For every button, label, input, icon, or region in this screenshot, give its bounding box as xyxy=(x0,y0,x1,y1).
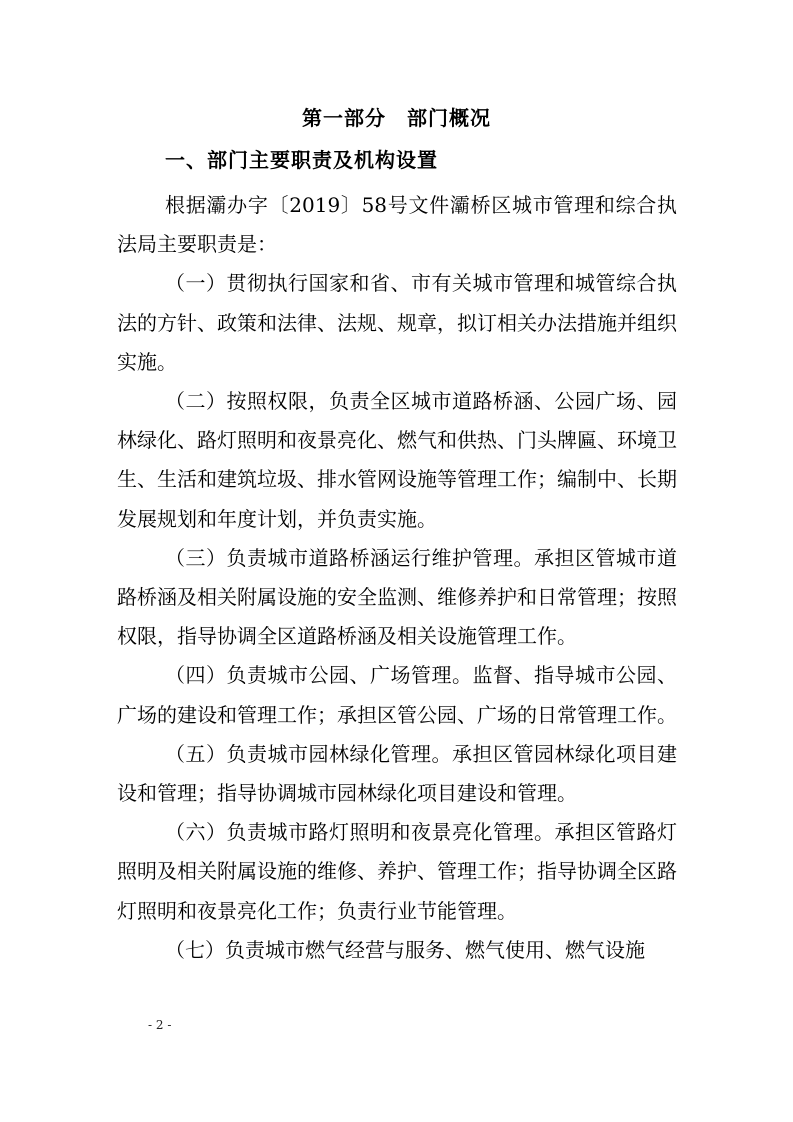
paragraph-duty-1: （一）贯彻执行国家和省、市有关城市管理和城管综合执法的方针、政策和法律、法规、规章，拟订相关办法措施并组织实施。 xyxy=(117,271,677,374)
paragraph-duty-6: （六）负责城市路灯照明和夜景亮化管理。承担区管路灯照明及相关附属设施的维修、养护、管理工作；指导协调全区路灯照明和夜景亮化工作；负责行业节能管理。 xyxy=(117,820,677,923)
part-title: 第一部分 部门概况 xyxy=(302,106,491,130)
paragraph-intro: 根据灞办字〔2019〕58号文件灞桥区城市管理和综合执法局主要职责是： xyxy=(117,193,677,257)
paragraph-duty-3: （三）负责城市道路桥涵运行维护管理。承担区管城市道路桥涵及相关附属设施的安全监测、维修养护和日常管理；按照权限，指导协调全区道路桥涵及相关设施管理工作。 xyxy=(117,545,677,649)
section-title: 一、部门主要职责及机构设置 xyxy=(165,148,438,172)
body-text xyxy=(117,186,677,970)
paragraph-duty-2: （二）按照权限，负责全区城市道路桥涵、公园广场、园林绿化、路灯照明和夜景亮化、燃气和供热、门头牌匾、环境卫生、生活和建筑垃圾、排水管网设施等管理工作；编制中、长期发展规划和年度计划，并负责实施。 xyxy=(117,389,677,531)
paragraph-duty-4: （四）负责城市公园、广场管理。监督、指导城市公园、广场的建设和管理工作；承担区管公园、广场的日常管理工作。 xyxy=(117,663,677,727)
page-number: - 2 - xyxy=(148,1018,172,1032)
paragraph-duty-5: （五）负责城市园林绿化管理。承担区管园林绿化项目建设和管理；指导协调城市园林绿化项目建设和管理。 xyxy=(117,741,677,806)
paragraph-duty-7: （七）负责城市燃气经营与服务、燃气使用、燃气设施 xyxy=(165,937,645,962)
